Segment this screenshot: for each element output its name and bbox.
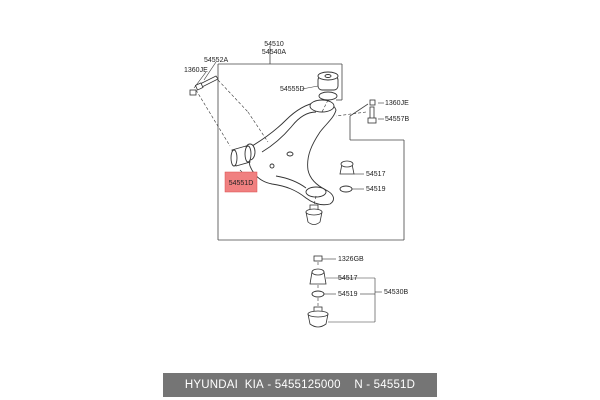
ball-joint-bottom [308, 307, 328, 327]
label-1360je-right: 1360JE [385, 100, 409, 107]
label-54517-top: 54517 [366, 171, 386, 178]
dust-boot-54517-top [340, 161, 354, 174]
ref-number-text: N - 54551D [354, 379, 416, 391]
ball-joint-top [306, 205, 322, 225]
bushing-54551d [231, 146, 251, 166]
label-54517-bottom: 54517 [338, 275, 358, 282]
label-54552a: 54552A [204, 57, 229, 64]
label-54557b: 54557B [385, 116, 410, 123]
nut-1326gb [314, 256, 322, 261]
bushing-54555d [318, 72, 338, 100]
footer-bar [163, 373, 437, 397]
label-1326gb: 1326GB [338, 256, 364, 263]
brand-text: HYUNDAI KIA [184, 379, 264, 391]
label-54510: 54510 [264, 41, 284, 48]
label-54555d: 54555D [280, 86, 305, 93]
label-54519-top: 54519 [366, 186, 386, 193]
ring-54519-bottom [312, 291, 324, 297]
label-54551d: 54551D [228, 180, 254, 187]
footer-sep-2 [341, 379, 355, 391]
ring-54519-top [340, 186, 352, 192]
part-number-text: 5455125000 [274, 379, 341, 391]
dust-boot-54517-bottom [310, 269, 326, 284]
nut-1360je-left [190, 90, 196, 95]
label-1360je-left: 1360JE [184, 67, 208, 74]
label-54519-bottom: 54519 [338, 291, 358, 298]
footer-sep-1: - [263, 379, 275, 391]
lower-control-arm [245, 100, 336, 205]
label-54530b: 54530B [384, 289, 409, 296]
leader-lines [194, 62, 384, 322]
bolt-54552a [195, 76, 218, 90]
alignment-dashes [196, 80, 366, 306]
nut-1360je-right [370, 100, 375, 105]
bolt-54557b [368, 107, 376, 123]
label-54540a: 54540A [261, 49, 287, 56]
